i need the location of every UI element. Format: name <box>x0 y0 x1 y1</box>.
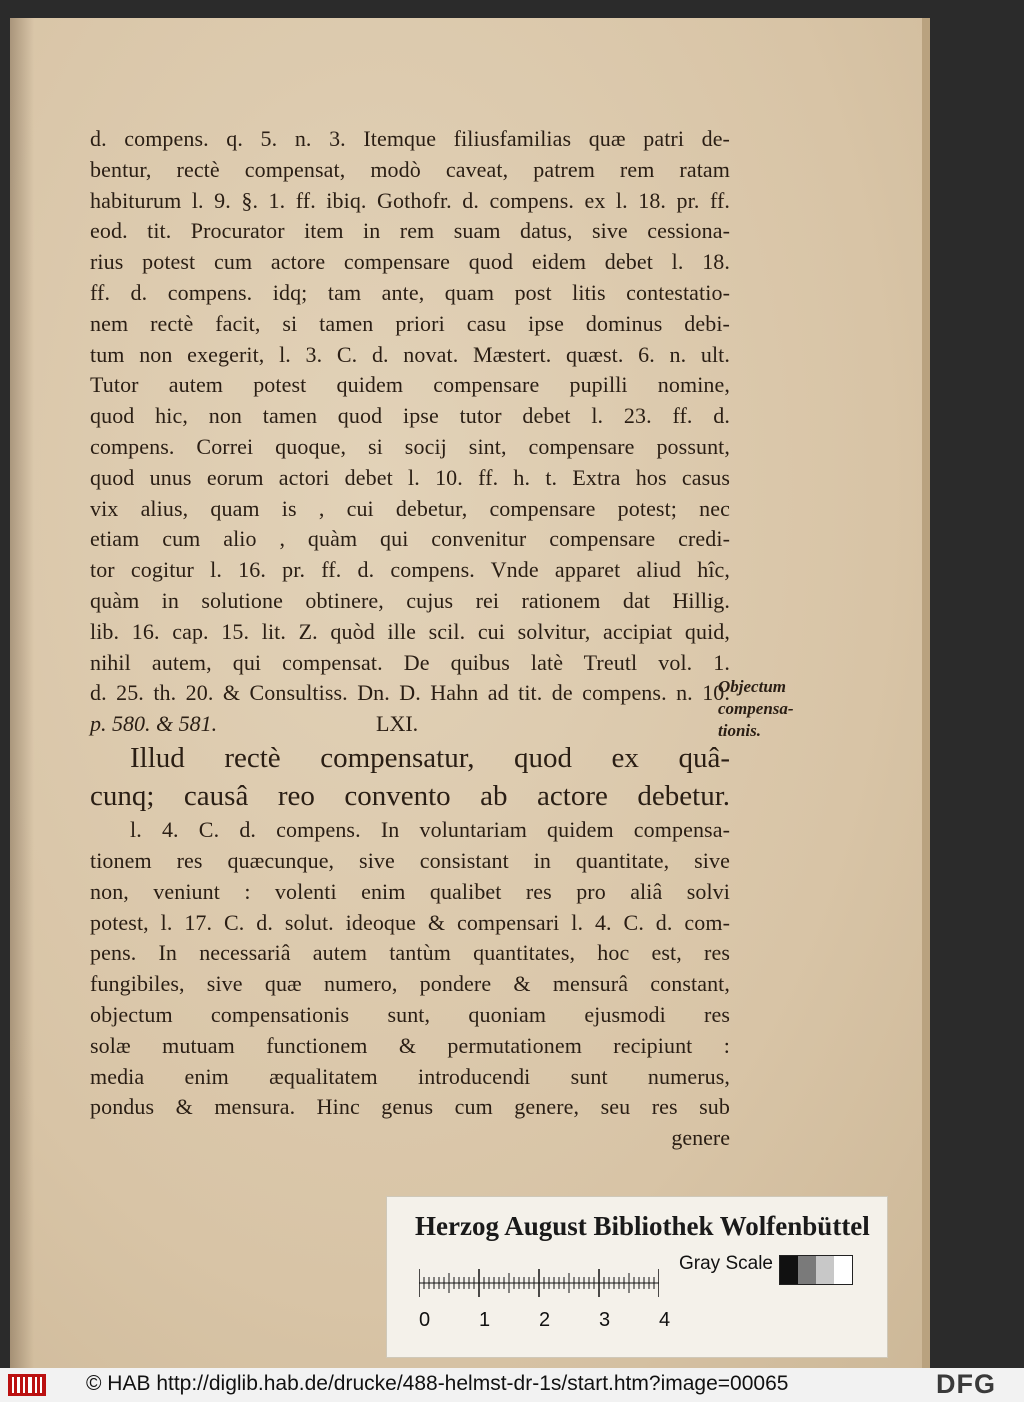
ruler-numbers <box>411 1309 691 1335</box>
marginal-note-line: compensa- <box>718 699 794 718</box>
ruler-scale <box>419 1269 659 1297</box>
text-line: objectum compensationis sunt, quoniam ejusmodi res <box>90 1001 730 1027</box>
text-line: ff. d. compens. idq; tam ante, quam post litis contestatio- <box>90 279 730 305</box>
gray-swatch <box>798 1256 816 1284</box>
text-line: tor cogitur l. 16. pr. ff. d. compens. Vnde apparet aliud hîc, <box>90 557 730 583</box>
text-line: non, veniunt : volenti enim qualibet res pro aliâ solvi <box>90 878 730 904</box>
lemma-line: cunq; causâ reo convento ab actore debetur. <box>90 780 730 813</box>
scanned-page <box>10 18 930 1368</box>
text-line: quod unus eorum actori debet l. 10. ff. h. t. Extra hos casus <box>90 464 730 490</box>
text-line: tionem res quæcunque, sive consistant in quantitate, sive <box>90 847 730 873</box>
text-line: d. 25. th. 20. & Consultiss. Dn. D. Hahn ad tit. de compens. n. 10. <box>90 680 730 706</box>
text-line: pens. In necessariâ autem tantùm quantitates, hoc est, res <box>90 940 730 966</box>
section-number: LXI. <box>376 711 419 737</box>
barcode-logo-icon <box>8 1374 46 1396</box>
catchword: genere <box>671 1125 730 1151</box>
text-line: d. compens. q. 5. n. 3. Itemque filiusfamilias quæ patri de- <box>90 126 730 151</box>
text-line: l. 4. C. d. compens. In voluntariam quidem compensa- <box>130 817 730 843</box>
text-line: solæ mutuam functionem & permutationem recipiunt : <box>90 1032 730 1058</box>
text-line: fungibiles, sive quæ numero, pondere & mensurâ constant, <box>90 971 730 997</box>
text-line: compens. Correi quoque, si socij sint, compensare possunt, <box>90 433 730 459</box>
text-line: potest, l. 17. C. d. solut. ideoque & compensari l. 4. C. d. com- <box>90 909 730 935</box>
text-line: Tutor autem potest quidem compensare pupilli nomine, <box>90 372 730 398</box>
ruler-tick-label: 4 <box>659 1309 671 1331</box>
ruler-tick-label: 1 <box>479 1309 491 1331</box>
page-edge <box>922 18 930 1368</box>
section-refs: p. 580. & 581. <box>90 711 218 737</box>
dfg-logo: DFG <box>936 1369 996 1399</box>
text-line: tum non exegerit, l. 3. C. d. novat. Mæstert. quæst. 6. n. ult. <box>90 341 730 367</box>
color-scale-card <box>386 1196 888 1358</box>
gray-scale-swatches <box>779 1255 853 1285</box>
main-text-block <box>90 124 730 1153</box>
text-line: nem rectè facit, si tamen priori casu ipse dominus debi- <box>90 310 730 336</box>
text-line: habiturum l. 9. §. 1. ff. ibiq. Gothofr. d. compens. ex l. 18. pr. ff. <box>90 187 730 213</box>
marginal-note-line: tionis. <box>718 721 761 740</box>
lemma-line: Illud rectè compensatur, quod ex quâ- <box>130 742 730 775</box>
footer-bar <box>0 1368 1024 1402</box>
gray-swatch <box>834 1256 852 1284</box>
section-heading-row <box>90 709 730 739</box>
text-line: quod hic, non tamen quod ipse tutor debet l. 23. ff. d. <box>90 403 730 429</box>
text-line: lib. 16. cap. 15. lit. Z. quòd ille scil. cui solvitur, accipiat quid, <box>90 618 730 644</box>
gray-scale-label: Gray Scale <box>679 1253 773 1274</box>
library-name: Herzog August Bibliothek Wolfenbüttel <box>415 1211 870 1241</box>
gray-swatch <box>780 1256 798 1284</box>
text-line: rius potest cum actore compensare quod eidem debet l. 18. <box>90 249 730 275</box>
text-line: bentur, rectè compensat, modò caveat, patrem rem ratam <box>90 156 730 182</box>
text-line: nihil autem, qui compensat. De quibus latè Treutl vol. 1. <box>90 649 730 675</box>
text-line: quàm in solutione obtinere, cujus rei rationem dat Hillig. <box>90 587 730 613</box>
marginal-note-line: Objectum <box>718 677 786 696</box>
footer-url[interactable]: © HAB http://diglib.hab.de/drucke/488-helmst-dr-1s/start.htm?image=00065 <box>86 1372 789 1395</box>
ruler-tick-label: 2 <box>539 1309 551 1331</box>
text-line: media enim æqualitatem introducendi sunt numerus, <box>90 1063 730 1089</box>
text-line: vix alius, quam is , cui debetur, compensare potest; nec <box>90 495 730 521</box>
ruler-tick-label: 3 <box>599 1309 611 1331</box>
text-line: eod. tit. Procurator item in rem suam datus, sive cessiona- <box>90 218 730 244</box>
marginal-note <box>718 676 838 742</box>
page-gutter-shadow <box>10 18 34 1368</box>
ruler-tick-label: 0 <box>419 1309 431 1331</box>
text-line: etiam cum alio , quàm qui convenitur compensare credi- <box>90 526 730 552</box>
gray-swatch <box>816 1256 834 1284</box>
text-line: pondus & mensura. Hinc genus cum genere, seu res sub <box>90 1094 730 1120</box>
